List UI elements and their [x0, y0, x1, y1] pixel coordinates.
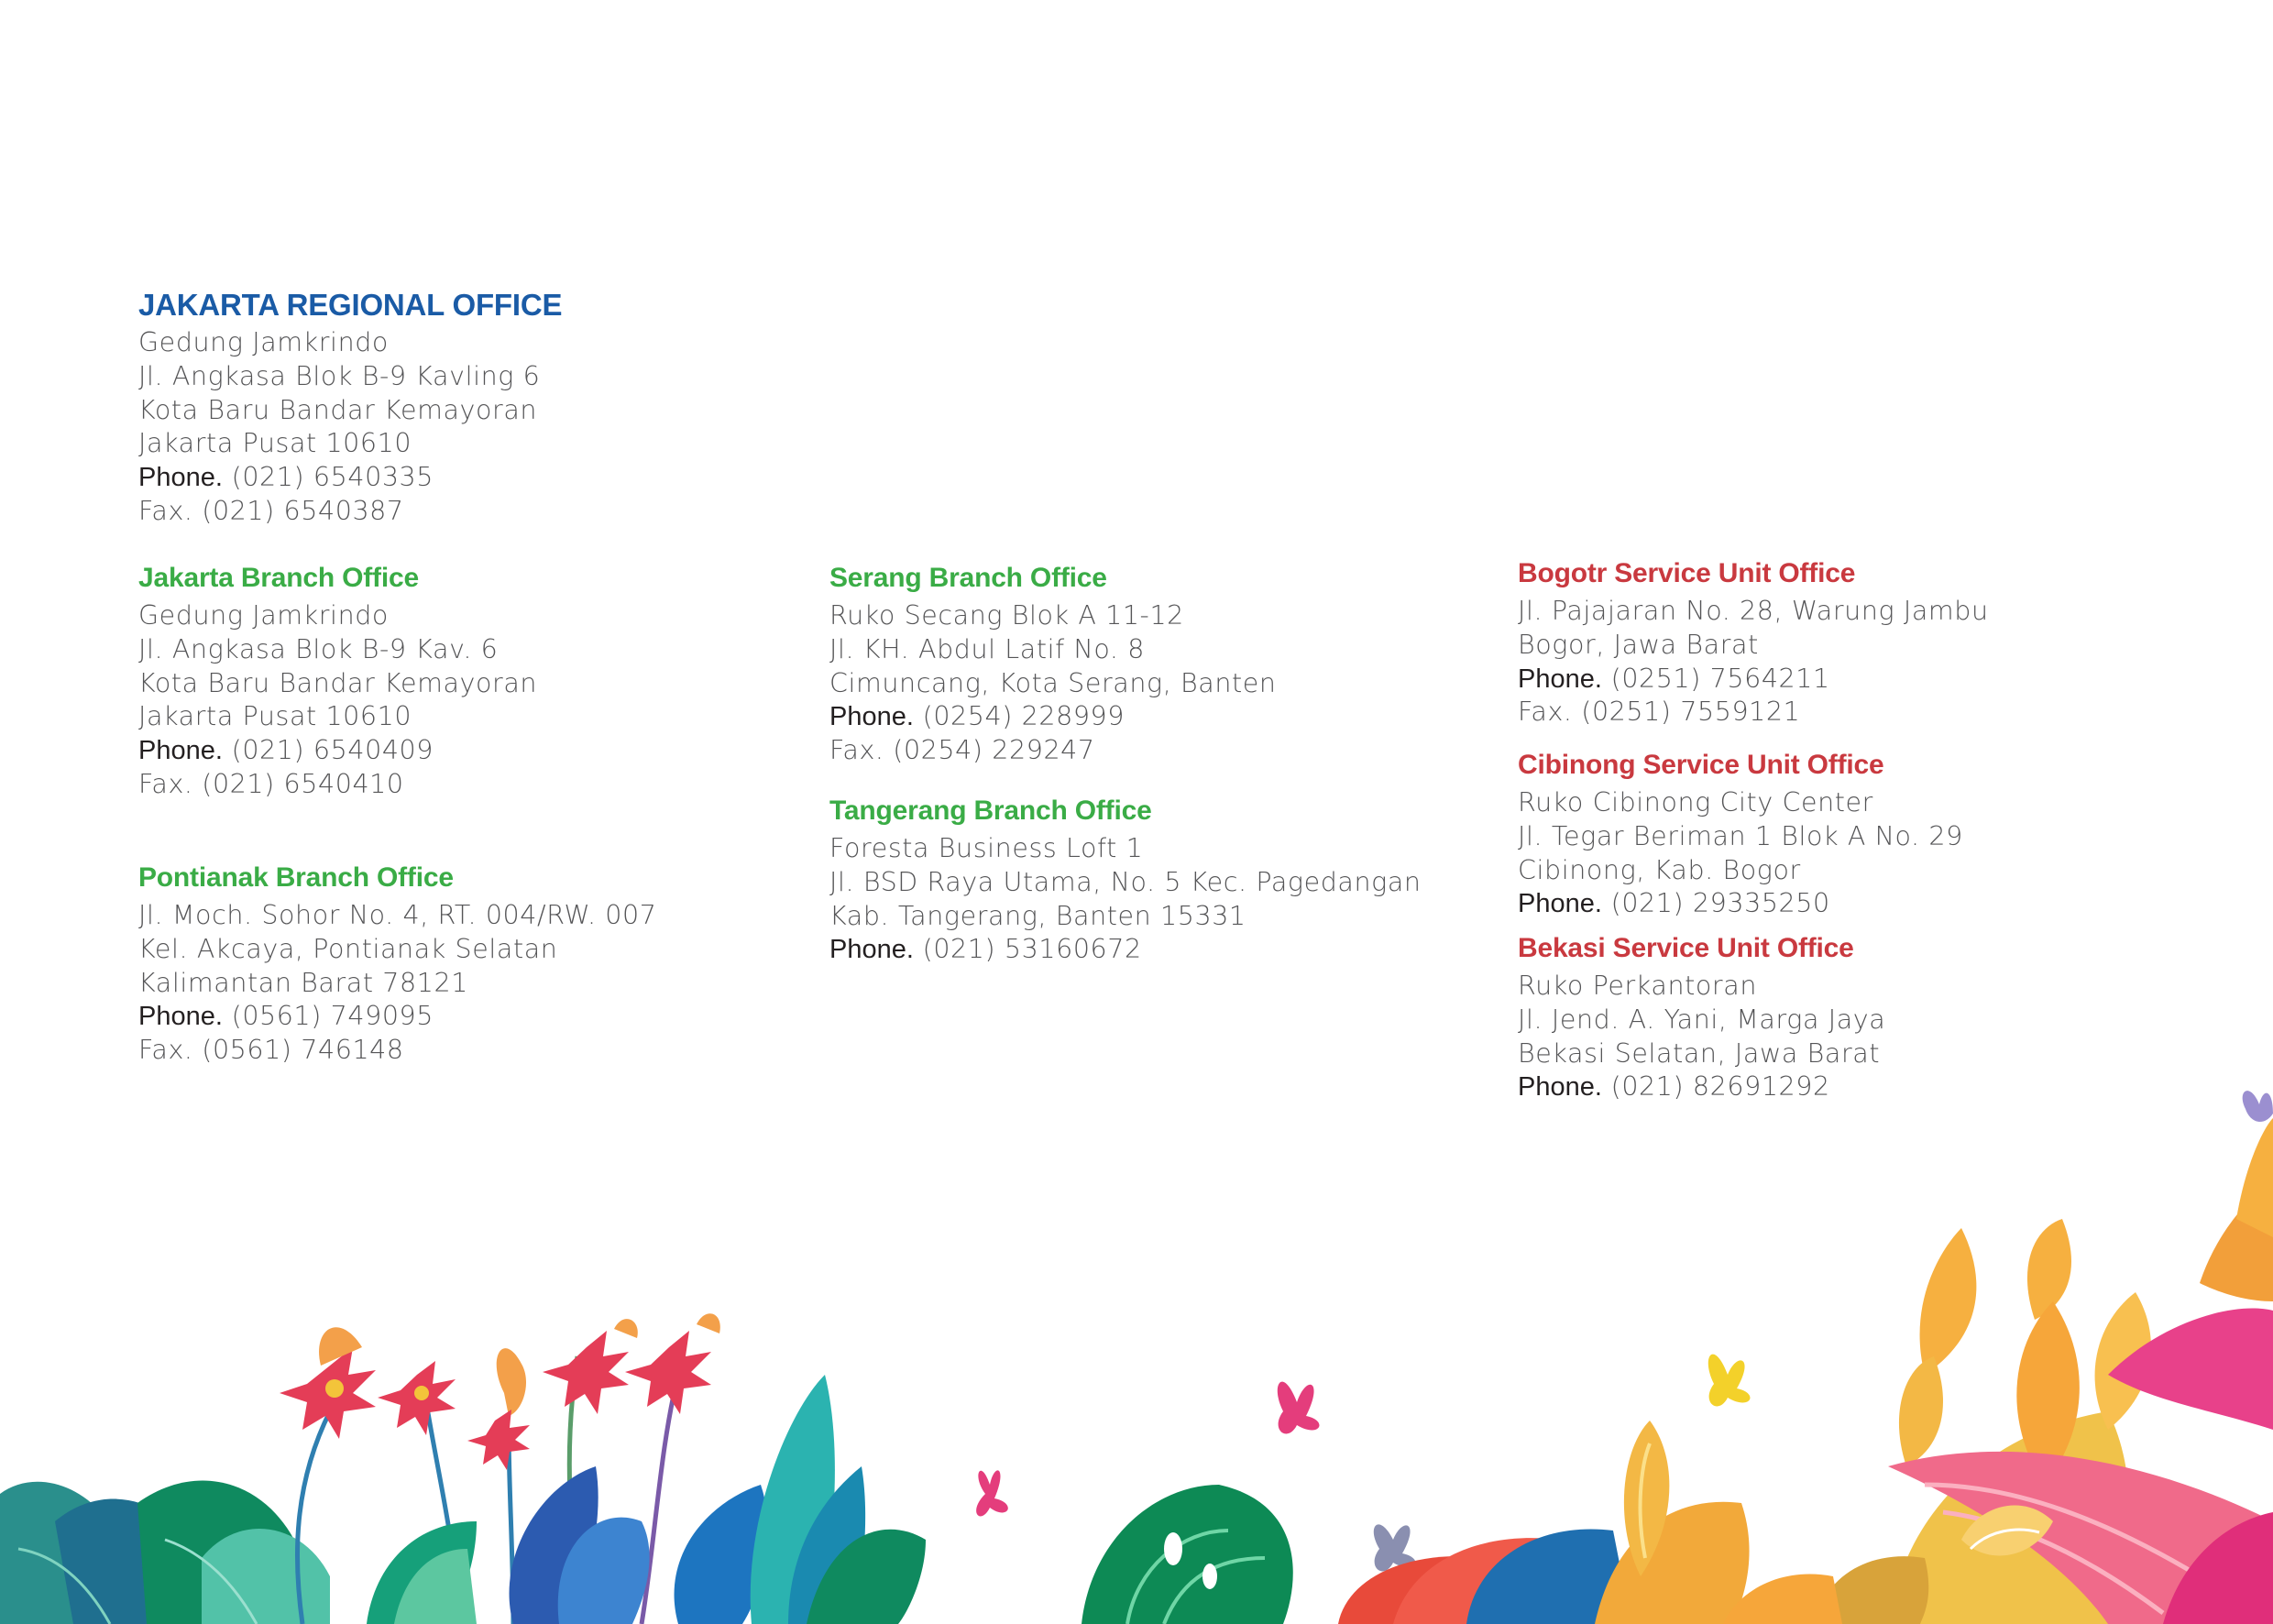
fax-line: Fax. (021) 6540387 — [138, 495, 404, 526]
phone-line — [829, 700, 1277, 734]
address-line: Jakarta Pusat 10610 — [138, 428, 412, 459]
office-jakarta-regional — [138, 288, 562, 529]
butterflies — [976, 1091, 2273, 1571]
leaf-cluster-center — [367, 1375, 1293, 1624]
address-line: Gedung Jamkrindo — [138, 327, 389, 357]
phone-label: Phone. — [1518, 1072, 1602, 1103]
phone-line — [138, 461, 562, 495]
address-line: Kota Baru Bandar Kemayoran — [138, 394, 538, 425]
office-title: Serang Branch Office — [829, 563, 1107, 593]
phone-number: (021) 82691292 — [1610, 1071, 1830, 1103]
phone-line — [138, 1000, 657, 1034]
phone-number: (021) 6540409 — [231, 735, 434, 766]
phone-line — [138, 734, 537, 768]
phone-label: Phone. — [1518, 889, 1602, 919]
leaf-cluster-right — [1338, 1118, 2273, 1624]
fax-line: Fax. (021) 6540410 — [138, 768, 404, 799]
address-line: Ruko Perkantoran — [1518, 971, 1757, 1001]
address-line: Jl. Moch. Sohor No. 4, RT. 004/RW. 007 — [138, 900, 657, 930]
office-title: Tangerang Branch Office — [829, 796, 1152, 826]
address-line: Bogor, Jawa Barat — [1518, 629, 1759, 660]
fax-line: Fax. (0251) 7559121 — [1518, 697, 1801, 728]
address-line: Foresta Business Loft 1 — [829, 833, 1144, 863]
phone-line — [1518, 663, 1989, 697]
address-line: Jl. Angkasa Blok B-9 Kav. 6 — [138, 633, 499, 664]
address-line: Jl. Jend. A. Yani, Marga Jaya — [1518, 1004, 1886, 1035]
red-flowers — [280, 1313, 720, 1470]
address-line: Bekasi Selatan, Jawa Barat — [1518, 1037, 1881, 1069]
phone-line — [1518, 1070, 1885, 1104]
fax-line: Fax. (0254) 229247 — [829, 735, 1095, 766]
office-tangerang-branch — [829, 794, 1422, 967]
phone-number: (0561) 749095 — [231, 1001, 434, 1032]
phone-number: (021) 6540335 — [231, 462, 434, 493]
address-line: Jl. Tegar Beriman 1 Blok A No. 29 — [1518, 820, 1963, 851]
office-serang-branch — [829, 561, 1277, 768]
address-line: Gedung Jamkrindo — [138, 600, 389, 631]
office-title: Pontianak Branch Office — [138, 862, 454, 893]
address-line: Jl. KH. Abdul Latif No. 8 — [829, 633, 1145, 664]
address-line: Ruko Secang Blok A 11-12 — [829, 600, 1184, 631]
address-line: Jl. BSD Raya Utama, No. 5 Kec. Pagedangan — [829, 866, 1422, 897]
phone-line — [829, 933, 1422, 967]
office-bekasi-unit — [1518, 931, 1885, 1104]
office-jakarta-branch — [138, 561, 537, 802]
leaf-cluster-left — [0, 1481, 330, 1624]
phone-line — [1518, 887, 1963, 921]
address-line: Cibinong, Kab. Bogor — [1518, 854, 1801, 885]
phone-number: (0251) 7564211 — [1610, 663, 1830, 694]
phone-label: Phone. — [1518, 664, 1602, 694]
phone-label: Phone. — [138, 1002, 223, 1032]
office-title: Jakarta Branch Office — [138, 563, 419, 593]
office-cibinong-unit — [1518, 748, 1963, 921]
phone-number: (021) 29335250 — [1610, 888, 1830, 919]
office-title: Bekasi Service Unit Office — [1518, 933, 1854, 963]
address-line: Kalimantan Barat 78121 — [138, 967, 468, 998]
phone-label: Phone. — [829, 935, 914, 965]
phone-label: Phone. — [138, 736, 223, 766]
phone-number: (021) 53160672 — [922, 934, 1142, 965]
office-bogor-unit — [1518, 556, 1989, 730]
office-title: Cibinong Service Unit Office — [1518, 750, 1884, 780]
flower-stems — [297, 1356, 678, 1624]
address-line: Kab. Tangerang, Banten 15331 — [829, 900, 1246, 931]
phone-label: Phone. — [138, 463, 223, 493]
address-line: Cimuncang, Kota Serang, Banten — [829, 667, 1277, 698]
office-pontianak-branch — [138, 861, 657, 1068]
phone-number: (0254) 228999 — [922, 701, 1126, 732]
address-line: Kel. Akcaya, Pontianak Selatan — [138, 933, 558, 964]
fax-line: Fax. (0561) 746148 — [138, 1035, 404, 1066]
address-line: Jakarta Pusat 10610 — [138, 701, 412, 732]
address-line: Jl. Pajajaran No. 28, Warung Jambu — [1518, 596, 1989, 626]
address-line: Jl. Angkasa Blok B-9 Kavling 6 — [138, 360, 541, 391]
address-line: Ruko Cibinong City Center — [1518, 787, 1873, 817]
office-title: JAKARTA REGIONAL OFFICE — [138, 288, 563, 322]
address-line: Kota Baru Bandar Kemayoran — [138, 667, 538, 698]
office-title: Bogotr Service Unit Office — [1518, 558, 1856, 588]
phone-label: Phone. — [829, 702, 914, 732]
